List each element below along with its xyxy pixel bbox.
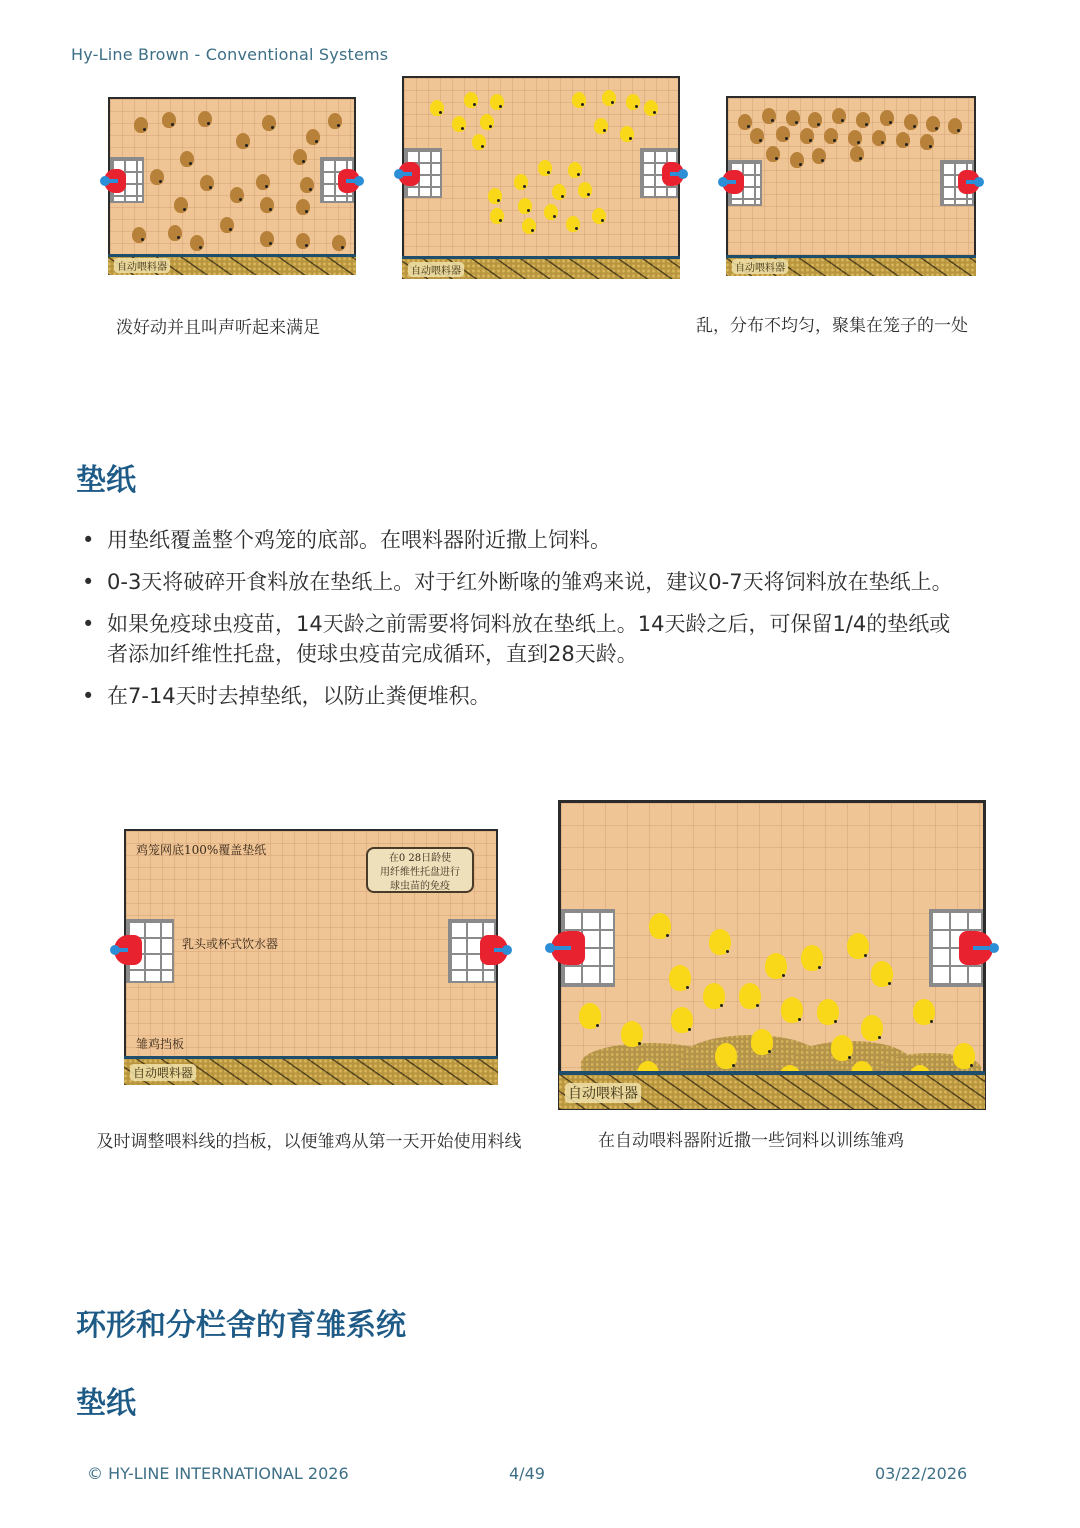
bullet-item: • 用垫纸覆盖整个鸡笼的底部。在喂料器附近撒上饲料。 bbox=[80, 525, 980, 555]
label-drinker: 乳头或杯式饮水器 bbox=[182, 937, 279, 951]
feeder-label: 自动喂料器 bbox=[114, 258, 170, 273]
nipple-drinker-icon bbox=[551, 931, 585, 965]
bullet-item: • 0-3天将破碎开食料放在垫纸上。对于红外断喙的雏鸡来说，建议0-7天将饲料放在垫纸上。 bbox=[80, 567, 967, 597]
nipple-drinker-icon bbox=[958, 170, 980, 194]
bullet-item: • 在7-14天时去掉垫纸，以防止粪便堆积。 bbox=[80, 681, 980, 711]
cage-figure-feed-training bbox=[558, 800, 986, 1110]
cage-figure-clustered bbox=[402, 76, 680, 279]
caption-comfortable: 泼好动并且叫声听起来满足 bbox=[116, 318, 320, 338]
auto-feeder bbox=[124, 1056, 498, 1085]
nipple-drinker-icon bbox=[480, 935, 508, 965]
caption-uneven-distribution: 乱，分布不均匀，聚集在笼子的一处 bbox=[696, 316, 968, 336]
label-paper-coverage: 鸡笼网底100%覆盖垫纸 bbox=[136, 843, 267, 857]
auto-feeder bbox=[559, 1071, 985, 1109]
nipple-drinker-icon bbox=[104, 169, 126, 193]
feeder-label: 自动喂料器 bbox=[732, 259, 788, 274]
nipple-drinker-icon bbox=[722, 170, 744, 194]
footer-page-number: 4/49 bbox=[509, 1464, 545, 1483]
feeder-label: 自动喂料器 bbox=[565, 1083, 641, 1103]
feeder-label: 自动喂料器 bbox=[130, 1064, 196, 1081]
nipple-drinker-icon bbox=[662, 162, 684, 186]
nipple-drinker-icon bbox=[114, 935, 142, 965]
caption-adjust-guard: 及时调整喂料线的挡板，以便雏鸡从第一天开始使用料线 bbox=[96, 1132, 522, 1152]
paper-bullet-list bbox=[80, 525, 980, 723]
section-heading-paper-2: 垫纸 bbox=[76, 1386, 136, 1421]
bullet-item: • 如果免疫球虫疫苗，14天龄之前需要将饲料放在垫纸上。14天龄之后，可保留1/4的垫纸或者添加纤维性托盘，使球虫疫苗完成循环，直到28天龄。 bbox=[80, 609, 967, 669]
cage-figure-comfortable bbox=[108, 97, 356, 275]
cage-figure-paper-coverage bbox=[124, 829, 498, 1085]
auto-feeder bbox=[726, 255, 976, 276]
cage-figure-crowded bbox=[726, 96, 976, 276]
feeder-label: 自动喂料器 bbox=[408, 262, 464, 277]
auto-feeder bbox=[108, 254, 356, 275]
caption-feed-training: 在自动喂料器附近撒一些饲料以训练雏鸡 bbox=[598, 1131, 904, 1151]
section-heading-ring-pen-brooding: 环形和分栏舍的育雏系统 bbox=[76, 1308, 406, 1343]
footer-date: 03/22/2026 bbox=[875, 1464, 968, 1483]
section-heading-paper: 垫纸 bbox=[76, 463, 136, 498]
footer-copyright: © HY-LINE INTERNATIONAL 2026 bbox=[87, 1464, 349, 1483]
nipple-drinker-icon bbox=[959, 931, 993, 965]
nipple-drinker-icon bbox=[338, 169, 360, 193]
running-header: Hy-Line Brown - Conventional Systems bbox=[71, 45, 389, 64]
note-fiber-tray: 在0 28日龄使 用纤维性托盘进行 球虫苗的免疫 bbox=[366, 847, 474, 893]
label-chick-guard: 雏鸡挡板 bbox=[136, 1037, 185, 1051]
nipple-drinker-icon bbox=[398, 162, 420, 186]
auto-feeder bbox=[402, 256, 680, 279]
